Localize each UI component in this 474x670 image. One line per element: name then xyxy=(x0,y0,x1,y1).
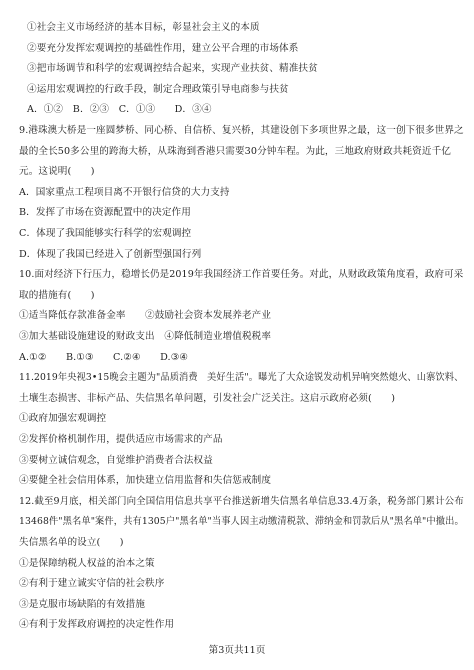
question-11-item-4: ④要健全社会信用体系，加快建立信用监督和失信惩戒制度 xyxy=(19,475,272,487)
question-12-item-2: ②有利于建立诚实守信的社会秩序 xyxy=(19,578,165,590)
question-10-items-2: ③加大基础设施建设的财政支出 ④降低制造业增值税税率 xyxy=(19,331,272,342)
question-9-option-b: B．发挥了市场在资源配置中的决定作用 xyxy=(19,207,191,219)
option-line-2: ②要充分发挥宏观调控的基础性作用，建立公平合理的市场体系 xyxy=(27,42,299,54)
question-9-line-1: 9.港珠澳大桥是一座圆梦桥、同心桥、自信桥、复兴桥，其建设创下多项世界之最，这一创下很多世界之 xyxy=(19,125,464,136)
option-line-1: ①社会主义市场经济的基本目标，彰显社会主义的本质 xyxy=(27,22,260,33)
question-12-line-1: 12.截至9月底，相关部门向全国信用信息共享平台推送新增失信黑名单信息33.4万条，税务部门累计公布 xyxy=(19,495,464,507)
question-9-option-a: A．国家重点工程项目离不开银行信贷的大力支持 xyxy=(19,186,230,198)
question-11-line-1: 11.2019年央视3•15晚会主题为"品质消费 美好生活"。曝光了大众途锐发动机异响突然熄火、山寨饮料、 xyxy=(19,372,464,384)
page-footer: 第3页共11页 xyxy=(208,645,266,656)
question-11-line-2: 土壤生态损害、非标产品、失信黑名单问题，引发社会广泛关注。这启示政府必须( ) xyxy=(19,392,396,404)
question-10-line-1: 10.面对经济下行压力，稳增长仍是2019年我国经济工作首要任务。对此，从财政政策角度看，政府可采 xyxy=(19,269,464,281)
option-line-4: ④运用宏观调控的行政手段，制定合理政策引导电商参与扶贫 xyxy=(27,83,289,95)
question-11-item-3: ③要树立诚信观念，自觉维护消费者合法权益 xyxy=(19,454,213,466)
question-9-line-3: 元。这说明( ) xyxy=(19,166,95,178)
option-line-3: ③把市场调节和科学的宏观调控结合起来，实现产业扶贫、精准扶贫 xyxy=(27,63,318,75)
question-12-line-3: 失信黑名单的设立( ) xyxy=(19,537,124,548)
question-9-option-c: C．体现了我国能够实行科学的宏观调控 xyxy=(19,228,192,239)
question-12-line-2: 13468件"黑名单"案件，共有1305户"黑名单"当事人因主动缴清税款、滞纳金和罚款后从"黑名单"中撤出。 xyxy=(19,516,464,528)
question-11-item-2: ②发挥价格机制作用，提供适应市场需求的产品 xyxy=(19,434,223,445)
question-10-items-1: ①适当降低存款准备金率 ②鼓励社会资本发展养老产业 xyxy=(19,310,272,322)
question-12-item-3: ③是克服市场缺陷的有效措施 xyxy=(19,598,146,610)
question-9-option-d: D．体现了我国已经进入了创新型强国行列 xyxy=(19,248,202,260)
answer-choices-8: A．①② B．②③ C．①③ D．③④ xyxy=(27,104,212,116)
question-10-line-2: 取的措施有( ) xyxy=(19,289,95,301)
question-11-item-1: ①政府加强宏观调控 xyxy=(19,413,107,425)
question-12-item-1: ①是保障纳税人权益的治本之策 xyxy=(19,557,155,569)
question-10-choices: A.①② B.①③ C.②④ D.③④ xyxy=(19,351,189,363)
question-9-line-2: 最的全长50多公里的跨海大桥，从珠海到香港只需要30分钟车程。为此，三地政府财政共耗资近千亿 xyxy=(19,145,451,157)
question-12-item-4: ④有利于发挥政府调控的决定性作用 xyxy=(19,619,175,631)
